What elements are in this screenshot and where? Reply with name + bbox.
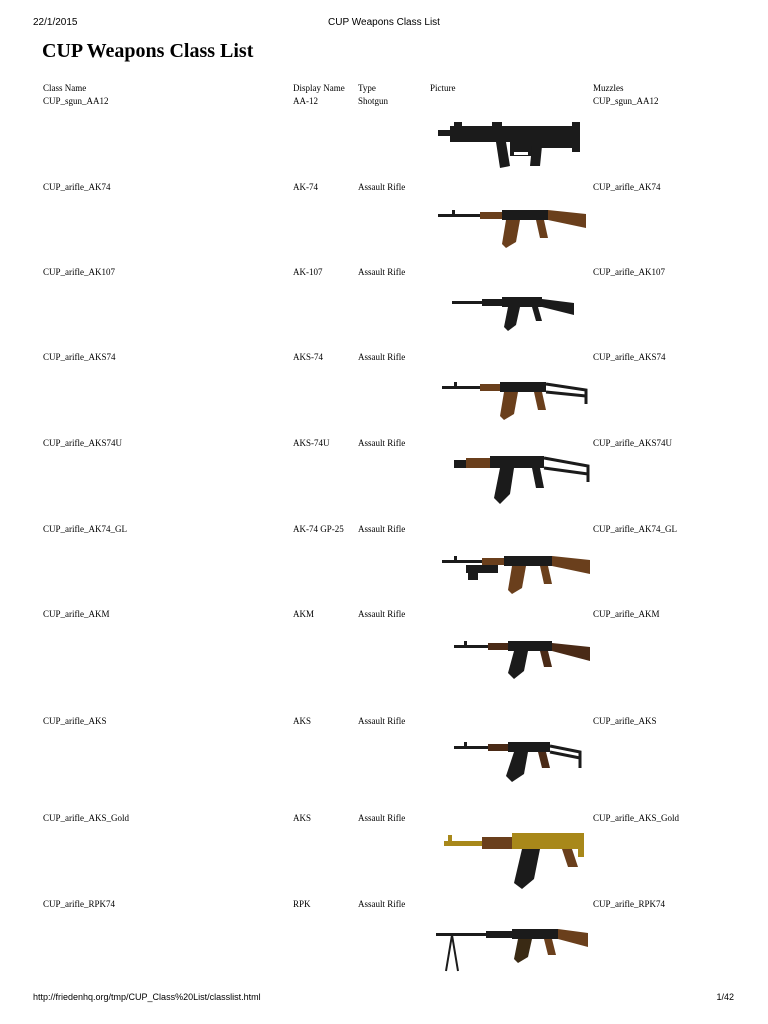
aks-rifle-image	[452, 738, 584, 786]
type-cell: Assault Rifle	[358, 352, 406, 362]
column-header-picture: Picture	[430, 83, 456, 93]
muzzles-cell: CUP_arifle_AK74_GL	[593, 524, 677, 534]
class-name-cell: CUP_arifle_AK107	[43, 267, 115, 277]
class-name-cell: CUP_sgun_AA12	[43, 96, 109, 106]
display-name-cell: AKS	[293, 716, 312, 726]
muzzles-cell: CUP_arifle_AKS74U	[593, 438, 672, 448]
display-name-cell: AK-74	[293, 182, 318, 192]
display-name-cell: AA-12	[293, 96, 318, 106]
akm-rifle-image	[452, 637, 592, 683]
display-name-cell: AKS-74U	[293, 438, 330, 448]
type-cell: Assault Rifle	[358, 524, 406, 534]
rpk74-rifle-image	[434, 923, 590, 975]
type-cell: Assault Rifle	[358, 182, 406, 192]
muzzles-cell: CUP_arifle_RPK74	[593, 899, 665, 909]
ak74-gp25-rifle-image	[440, 550, 592, 598]
type-cell: Assault Rifle	[358, 438, 406, 448]
type-cell: Assault Rifle	[358, 267, 406, 277]
ak107-rifle-image	[450, 293, 576, 333]
class-name-cell: CUP_arifle_AK74_GL	[43, 524, 127, 534]
muzzles-cell: CUP_arifle_AK107	[593, 267, 665, 277]
muzzles-cell: CUP_arifle_AKS74	[593, 352, 666, 362]
print-footer-url: http://friedenhq.org/tmp/CUP_Class%20List/classlist.html	[33, 992, 261, 1002]
class-name-cell: CUP_arifle_AKS74	[43, 352, 116, 362]
muzzles-cell: CUP_arifle_AKS	[593, 716, 657, 726]
muzzles-cell: CUP_sgun_AA12	[593, 96, 659, 106]
display-name-cell: AK-107	[293, 267, 323, 277]
column-header-type: Type	[358, 83, 376, 93]
column-header-display-name: Display Name	[293, 83, 345, 93]
ak74-rifle-image	[436, 204, 588, 252]
aks74-rifle-image	[440, 378, 590, 424]
type-cell: Shotgun	[358, 96, 389, 106]
type-cell: Assault Rifle	[358, 899, 406, 909]
class-name-cell: CUP_arifle_AK74	[43, 182, 111, 192]
type-cell: Assault Rifle	[358, 609, 406, 619]
class-name-cell: CUP_arifle_RPK74	[43, 899, 115, 909]
display-name-cell: AK-74 GP-25	[293, 524, 344, 534]
aa12-shotgun-image	[436, 116, 584, 172]
class-name-cell: CUP_arifle_AKS	[43, 716, 107, 726]
muzzles-cell: CUP_arifle_AK74	[593, 182, 661, 192]
type-cell: Assault Rifle	[358, 813, 406, 823]
class-name-cell: CUP_arifle_AKS_Gold	[43, 813, 129, 823]
class-name-cell: CUP_arifle_AKS74U	[43, 438, 122, 448]
column-header-muzzles: Muzzles	[593, 83, 624, 93]
class-name-cell: CUP_arifle_AKM	[43, 609, 110, 619]
muzzles-cell: CUP_arifle_AKM	[593, 609, 660, 619]
page-number: 1/42	[716, 992, 734, 1002]
aks-gold-rifle-image	[442, 827, 588, 893]
display-name-cell: AKS-74	[293, 352, 324, 362]
column-header-class-name: Class Name	[43, 83, 87, 93]
page-title: CUP Weapons Class List	[42, 40, 254, 62]
muzzles-cell: CUP_arifle_AKS_Gold	[593, 813, 679, 823]
type-cell: Assault Rifle	[358, 716, 406, 726]
display-name-cell: AKM	[293, 609, 315, 619]
display-name-cell: RPK	[293, 899, 311, 909]
aks74u-rifle-image	[452, 452, 592, 508]
print-date: 22/1/2015	[33, 17, 78, 28]
print-header-title: CUP Weapons Class List	[328, 17, 440, 28]
display-name-cell: AKS	[293, 813, 312, 823]
